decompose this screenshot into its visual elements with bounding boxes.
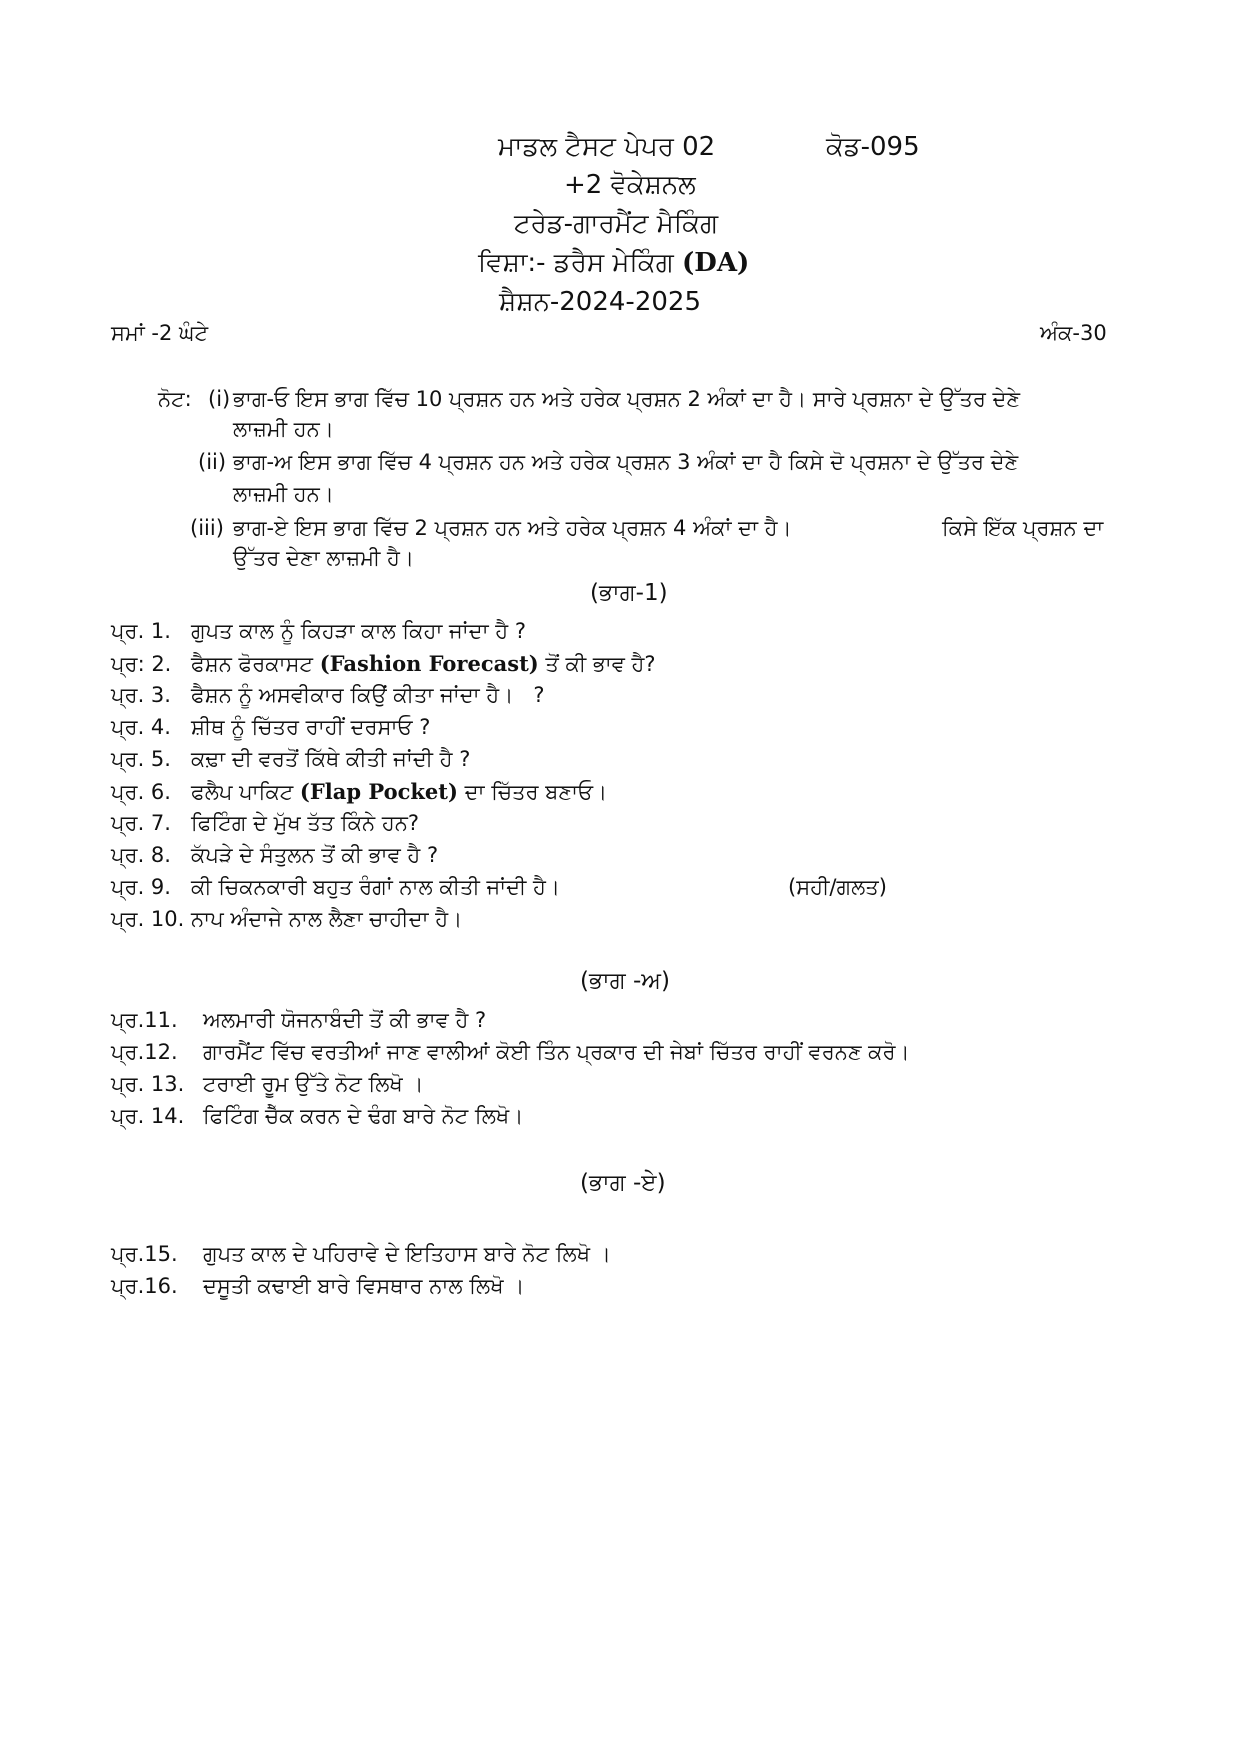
question-6 [111, 781, 607, 803]
question-number: ਪ੍ਰ. 7. [111, 811, 171, 835]
question-number: ਪ੍ਰ. 8. [111, 843, 171, 867]
question-text: ਅਲਮਾਰੀ ਯੋਜਨਾਬੰਦੀ ਤੋਂ ਕੀ ਭਾਵ ਹੈ ? [203, 1008, 487, 1032]
question-text: ਨਾਪ ਅੰਦਾਜੇ ਨਾਲ ਲੈਣਾ ਚਾਹੀਦਾ ਹੈ। [191, 907, 463, 931]
question-text: ਗੁਪਤ ਕਾਲ ਨੂੰ ਕਿਹੜਾ ਕਾਲ ਕਿਹਾ ਜਾਂਦਾ ਹੈ ? [191, 619, 526, 643]
question-text: ਸ਼ੀਥ ਨੂੰ ਚਿੱਤਰ ਰਾਹੀਂ ਦਰਸਾਓ ? [191, 715, 431, 739]
question-text: ਦਸੂਤੀ ਕਢਾਈ ਬਾਰੇ ਵਿਸਥਾਰ ਨਾਲ ਲਿਖੋ । [203, 1274, 525, 1298]
question-number: ਪ੍ਰ. 6. [111, 780, 171, 804]
note-3-line-1-right: ਕਿਸੇ ਇੱਕ ਪ੍ਰਸ਼ਨ ਦਾ [942, 516, 1104, 540]
question-text: ਫਲੈਪ ਪਾਕਿਟ [191, 780, 294, 804]
question-number: ਪ੍ਰ.11. [111, 1008, 178, 1032]
question-12 [111, 1042, 910, 1063]
max-marks: ਅੰਕ-30 [1040, 321, 1107, 345]
question-number: ਪ੍ਰ. 10. [111, 907, 185, 931]
paper-code: ਕੋਡ-095 [826, 132, 920, 162]
subject-line [478, 250, 749, 276]
question-text: ਗੁਪਤ ਕਾਲ ਦੇ ਪਹਿਰਾਵੇ ਦੇ ਇਤਿਹਾਸ ਬਾਰੇ ਨੋਟ ਲਿਖੋ । [203, 1242, 611, 1266]
session-line: ਸ਼ੈਸ਼ਨ-2024-2025 [499, 287, 701, 317]
question-number: ਪ੍ਰ. 3. [111, 683, 171, 707]
note-2-line-2: ਲਾਜ਼ਮੀ ਹਨ। [233, 482, 334, 506]
question-text-tail: ਤੋਂ ਕੀ ਭਾਵ ਹੈ? [545, 652, 656, 676]
question-number: ਪ੍ਰ. 4. [111, 715, 171, 739]
question-text-tail: ਦਾ ਚਿੱਤਰ ਬਣਾਓ। [464, 780, 608, 804]
question-7 [111, 813, 419, 834]
question-9 [111, 877, 560, 898]
question-8 [111, 845, 438, 866]
note-marker-1: (i) [208, 387, 231, 411]
question-number: ਪ੍ਰ. 13. [111, 1072, 185, 1096]
question-text: ਟਰਾਈ ਰੂਮ ਉੱਤੇ ਨੋਟ ਲਿਖੋ । [203, 1072, 424, 1096]
paper-title: ਮਾਡਲ ਟੈਸਟ ਪੇਪਰ 02 [498, 132, 716, 162]
note-3-line-2: ਉੱਤਰ ਦੇਣਾ ਲਾਜ਼ਮੀ ਹੈ। [233, 546, 415, 570]
time-allowed: ਸਮਾਂ -2 ਘੰਟੇ [111, 321, 209, 345]
question-text: ਫਿਟਿੰਗ ਦੇ ਮੁੱਖ ਤੱਤ ਕਿੰਨੇ ਹਨ? [191, 811, 419, 835]
question-number: ਪ੍ਰ. 1. [111, 619, 171, 643]
note-1-line-2: ਲਾਜ਼ਮੀ ਹਨ। [233, 417, 334, 441]
trade-line: ਟਰੇਡ-ਗਾਰਮੈਂਟ ਮੈਕਿੰਗ [514, 209, 719, 239]
question-text: ਕਢ਼ਾ ਦੀ ਵਰਤੋਂ ਕਿੱਥੇ ਕੀਤੀ ਜਾਂਦੀ ਹੈ ? [191, 747, 471, 771]
note-1-line-1: ਭਾਗ-ਓ ਇਸ ਭਾਗ ਵਿੱਚ 10 ਪ੍ਰਸ਼ਨ ਹਨ ਅਤੇ ਹਰੇਕ ਪ੍ਰਸ਼ਨ 2 ਅੰਕਾਂ ਦਾ ਹੈ। ਸਾਰੇ ਪ੍ਰਸ਼ਨਾ ਦੇ ਉੱਤਰ ਦੇਣੇ [233, 387, 1021, 411]
section-heading-part2: (ਭਾਗ -ਅ) [580, 968, 671, 994]
question-14 [111, 1106, 523, 1127]
question-text: ਕੱਪੜੇ ਦੇ ਸੰਤੁਲਨ ਤੋਂ ਕੀ ਭਾਵ ਹੈ ? [191, 843, 439, 867]
question-10 [111, 909, 462, 930]
question-text: ਕੀ ਚਿਕਨਕਾਰੀ ਬਹੁਤ ਰੰਗਾਂ ਨਾਲ ਕੀਤੀ ਜਾਂਦੀ ਹੈ। [191, 875, 561, 899]
question-number: ਪ੍ਰ.16. [111, 1274, 178, 1298]
question-13 [111, 1074, 424, 1095]
question-number: ਪ੍ਰ. 9. [111, 875, 171, 899]
question-16 [111, 1276, 524, 1297]
question-4 [111, 717, 430, 738]
question-text: ਫਿਟਿੰਗ ਚੈੱਕ ਕਰਨ ਦੇ ਢੰਗ ਬਾਰੇ ਨੋਟ ਲਿਖੋ। [203, 1104, 524, 1128]
note-label: ਨੋਟ: [158, 387, 192, 411]
note-marker-2: (ii) [198, 450, 227, 474]
question-english-term: (Fashion Forecast) [319, 651, 539, 676]
note-marker-3: (iii) [190, 516, 224, 540]
question-english-term: (Flap Pocket) [299, 779, 458, 804]
section-heading-part3: (ਭਾਗ -ਏ) [580, 1170, 666, 1196]
note-2-line-1: ਭਾਗ-ਅ ਇਸ ਭਾਗ ਵਿੱਚ 4 ਪ੍ਰਸ਼ਨ ਹਨ ਅਤੇ ਹਰੇਕ ਪ੍ਰਸ਼ਨ 3 ਅੰਕਾਂ ਦਾ ਹੈ ਕਿਸੇ ਦੋ ਪ੍ਰਸ਼ਨਾ ਦੇ ਉੱਤਰ ਦੇਣੇ [233, 450, 1019, 474]
question-2 [111, 653, 656, 675]
question-number: ਪ੍ਰ. 14. [111, 1104, 185, 1128]
question-number: ਪ੍ਰ. 5. [111, 747, 171, 771]
note-3-line-1: ਭਾਗ-ਏ ਇਸ ਭਾਗ ਵਿੱਚ 2 ਪ੍ਰਸ਼ਨ ਹਨ ਅਤੇ ਹਰੇਕ ਪ੍ਰਸ਼ਨ 4 ਅੰਕਾਂ ਦਾ ਹੈ। [233, 516, 792, 540]
question-11 [111, 1010, 486, 1031]
question-5 [111, 749, 470, 770]
question-1 [111, 621, 526, 642]
subject-name: ਵਿਸ਼ਾ:- ਡਰੈਸ ਮੇਕਿੰਗ [478, 248, 674, 278]
true-false-marker: (ਸਹੀ/ਗਲਤ) [788, 875, 887, 899]
question-text: ਫੈਸ਼ਨ ਫੋਰਕਾਸਟ [191, 652, 314, 676]
question-number: ਪ੍ਰ.12. [111, 1040, 178, 1064]
subject-code: (DA) [681, 248, 750, 278]
question-3 [111, 685, 545, 706]
section-heading-part1: (ਭਾਗ-1) [590, 580, 668, 606]
question-text: ਫੈਸ਼ਨ ਨੂੰ ਅਸਵੀਕਾਰ ਕਿਉਂ ਕੀਤਾ ਜਾਂਦਾ ਹੈ। ? [191, 683, 545, 707]
question-15 [111, 1244, 611, 1265]
class-line: +2 ਵੋਕੇਸ਼ਨਲ [564, 170, 696, 200]
question-number: ਪ੍ਰ: 2. [111, 652, 172, 676]
question-text: ਗਾਰਮੈਂਟ ਵਿੱਚ ਵਰਤੀਆਂ ਜਾਣ ਵਾਲੀਆਂ ਕੋਈ ਤਿੰਨ ਪ੍ਰਕਾਰ ਦੀ ਜੇਬਾਂ ਚਿੱਤਰ ਰਾਹੀਂ ਵਰਨਣ ਕਰੋ। [203, 1040, 910, 1064]
question-number: ਪ੍ਰ.15. [111, 1242, 178, 1266]
